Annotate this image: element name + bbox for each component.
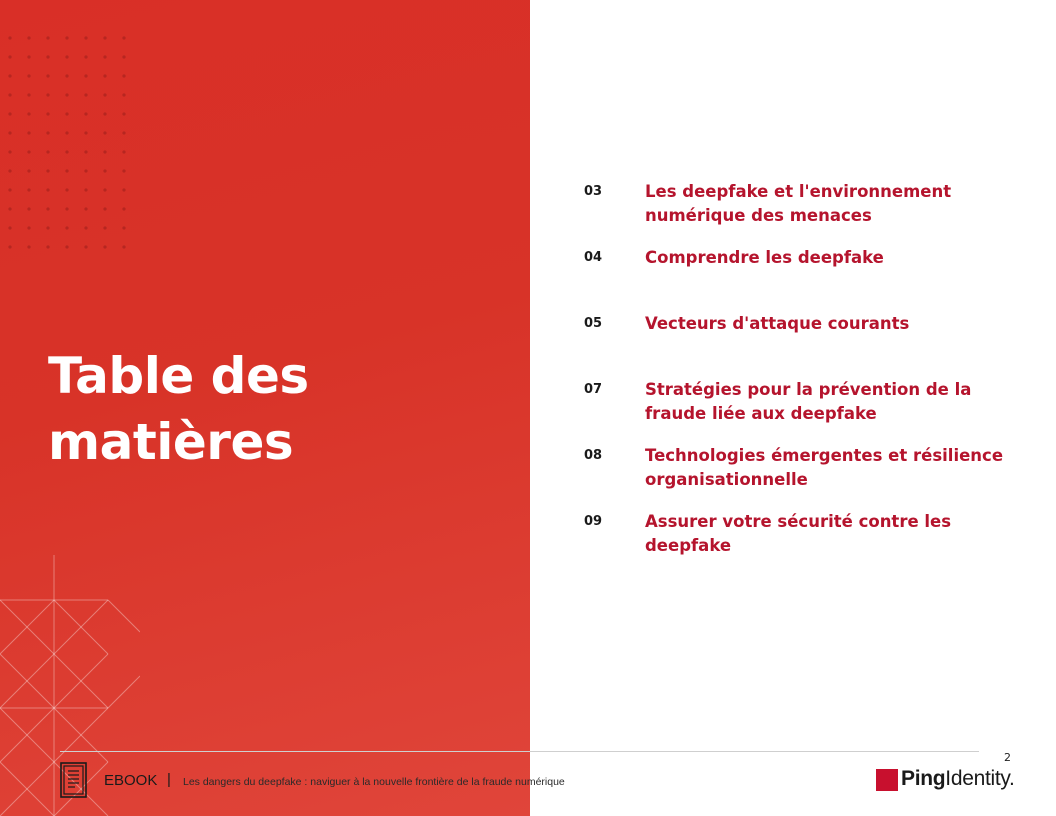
pattern-dot (46, 150, 49, 153)
toc-entry-label[interactable] (645, 180, 1025, 228)
logo-word-identity: Identity (945, 767, 1010, 790)
pattern-dot (103, 207, 106, 210)
pattern-dot (65, 93, 68, 96)
pattern-dot (46, 112, 49, 115)
page-number: 2 (1004, 751, 1011, 764)
ebook-label: EBOOK (104, 772, 158, 789)
pattern-dot (84, 93, 87, 96)
pattern-dot (84, 150, 87, 153)
page-title-line: matières (48, 413, 294, 471)
pattern-dot (46, 207, 49, 210)
pattern-dot (46, 226, 49, 229)
toc-entry-label[interactable] (645, 444, 1025, 492)
pattern-dot (27, 131, 30, 134)
pattern-dot (46, 131, 49, 134)
pattern-dot (27, 226, 30, 229)
pattern-dot (103, 245, 106, 248)
pattern-dot (65, 169, 68, 172)
pattern-dot (8, 74, 11, 77)
document-icon (60, 762, 87, 798)
pattern-dot (8, 55, 11, 58)
pattern-dot (103, 74, 106, 77)
pattern-dot (8, 188, 11, 191)
pattern-dot (122, 112, 125, 115)
pattern-dot (65, 188, 68, 191)
toc-label-line: Technologies émergentes et résilience (645, 446, 1004, 465)
pattern-dot (27, 188, 30, 191)
toc-label-line: fraude liée aux deepfake (645, 404, 877, 423)
pattern-dot (65, 245, 68, 248)
page-title-line: Table des (48, 347, 309, 405)
pattern-dot (84, 245, 87, 248)
toc-page-number: 07 (584, 382, 603, 397)
footer-divider (60, 751, 979, 752)
pattern-dot (65, 74, 68, 77)
toc-page-number: 05 (584, 316, 603, 331)
pattern-dot (27, 169, 30, 172)
pattern-dot (27, 74, 30, 77)
pattern-dot (103, 112, 106, 115)
pattern-dot (122, 188, 125, 191)
page-title (48, 343, 309, 475)
pattern-dot (122, 245, 125, 248)
toc-entry-label[interactable] (645, 246, 1025, 270)
pattern-dot (8, 169, 11, 172)
pattern-dot (46, 188, 49, 191)
toc-label-line: numérique des menaces (645, 206, 872, 225)
pattern-dot (46, 245, 49, 248)
pattern-dot (27, 150, 30, 153)
pattern-dot (122, 55, 125, 58)
pattern-dot (8, 131, 11, 134)
pattern-dot (103, 226, 106, 229)
pattern-dot (27, 245, 30, 248)
pattern-dot (122, 131, 125, 134)
toc-label-line: Stratégies pour la prévention de la (645, 380, 972, 399)
pattern-dot (8, 245, 11, 248)
pattern-dot (27, 207, 30, 210)
pattern-dot (122, 36, 125, 39)
logo-suffix: . (1009, 767, 1015, 790)
toc-entry-label[interactable] (645, 510, 1025, 558)
logo-word-ping: Ping (901, 767, 946, 790)
pattern-dot (103, 93, 106, 96)
pattern-dot (103, 131, 106, 134)
toc-entry-label[interactable] (645, 312, 1025, 336)
pattern-dot (103, 188, 106, 191)
toc-page-number: 08 (584, 448, 603, 463)
toc-page-number: 04 (584, 250, 603, 265)
pattern-dot (46, 36, 49, 39)
pattern-dot (84, 55, 87, 58)
pattern-dot (122, 169, 125, 172)
pattern-dot (84, 226, 87, 229)
pattern-dot (65, 150, 68, 153)
pattern-dot (103, 55, 106, 58)
pattern-dot (8, 207, 11, 210)
pattern-dot (84, 36, 87, 39)
logo-wordmark (901, 767, 1015, 791)
toc-label-line: deepfake (645, 536, 732, 555)
document-subtitle: Les dangers du deepfake : naviguer à la nouvelle frontière de la fraude numérique (183, 776, 565, 788)
toc-label-line: Comprendre les deepfake (645, 248, 884, 267)
pattern-dot (8, 226, 11, 229)
pattern-dot (84, 169, 87, 172)
logo-mark-icon (876, 769, 898, 791)
pattern-dot (46, 74, 49, 77)
footer-separator: | (167, 771, 171, 788)
toc-entry-label[interactable] (645, 378, 1025, 426)
pattern-dot (122, 74, 125, 77)
pattern-dot (84, 74, 87, 77)
pattern-dot (8, 112, 11, 115)
pattern-dot (65, 131, 68, 134)
pattern-dot (103, 150, 106, 153)
pattern-dot (84, 188, 87, 191)
pattern-dot (8, 93, 11, 96)
pattern-dot (103, 169, 106, 172)
pattern-dot (84, 112, 87, 115)
toc-page-number: 03 (584, 184, 603, 199)
pattern-dot (27, 55, 30, 58)
pattern-dot (122, 226, 125, 229)
toc-page-number: 09 (584, 514, 603, 529)
dot-pattern (0, 0, 160, 260)
pattern-dot (46, 93, 49, 96)
pattern-dot (8, 36, 11, 39)
toc-label-line: Assurer votre sécurité contre les (645, 512, 952, 531)
toc-label-line: organisationnelle (645, 470, 808, 489)
pattern-dot (27, 36, 30, 39)
pattern-dot (65, 55, 68, 58)
pattern-dot (122, 93, 125, 96)
toc-label-line: Vecteurs d'attaque courants (645, 314, 910, 333)
pattern-dot (65, 36, 68, 39)
pattern-dot (122, 150, 125, 153)
pattern-dot (27, 93, 30, 96)
pattern-dot (122, 207, 125, 210)
pattern-dot (103, 36, 106, 39)
pattern-dot (84, 207, 87, 210)
pattern-dot (65, 112, 68, 115)
pattern-dot (46, 55, 49, 58)
pattern-dot (65, 226, 68, 229)
pattern-dot (27, 112, 30, 115)
pattern-dot (84, 131, 87, 134)
pattern-dot (46, 169, 49, 172)
toc-label-line: Les deepfake et l'environnement (645, 182, 952, 201)
pattern-dot (8, 150, 11, 153)
pattern-dot (65, 207, 68, 210)
